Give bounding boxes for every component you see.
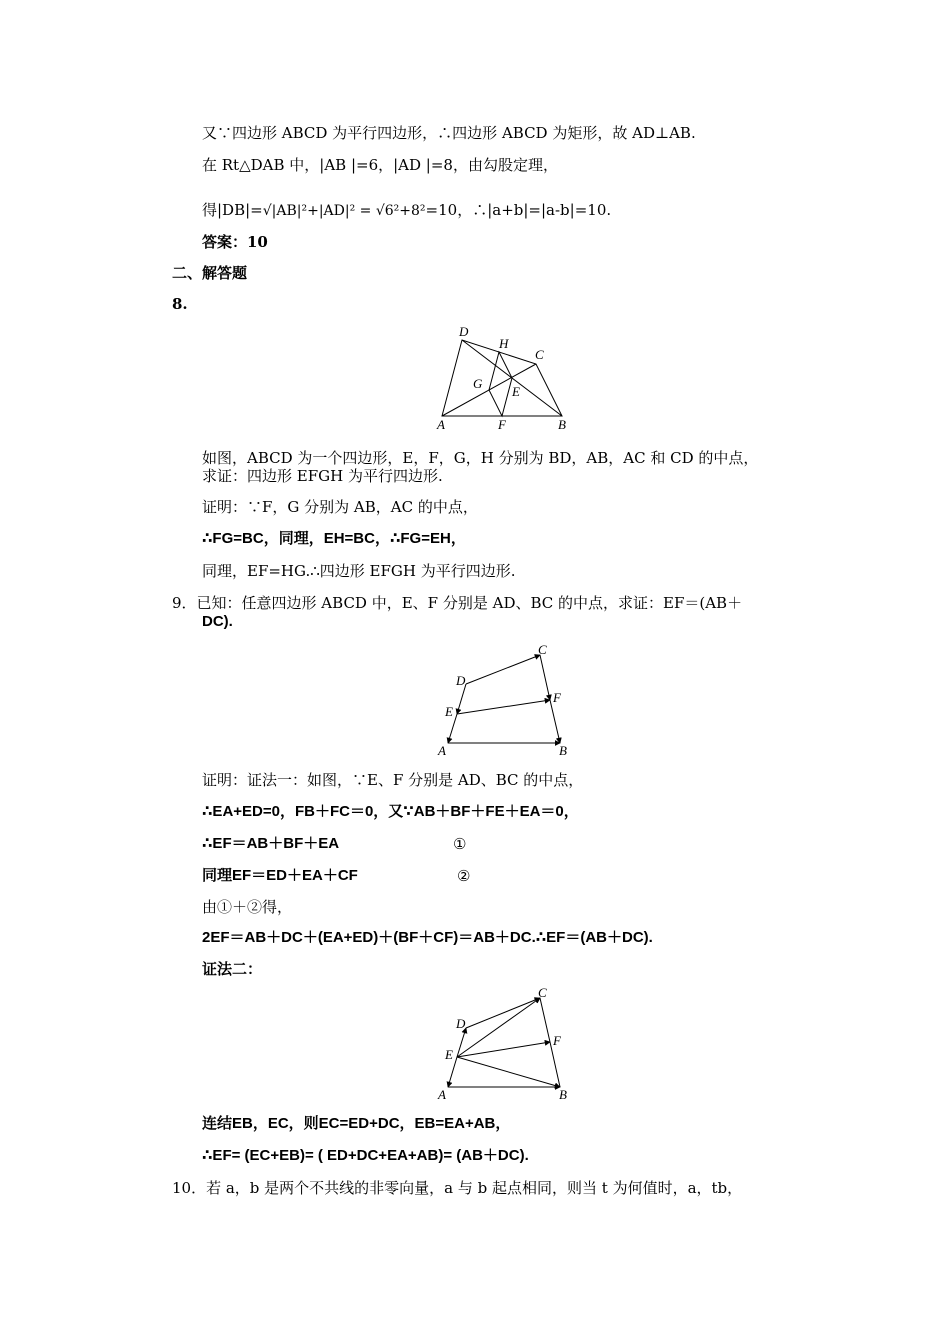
p9-method2: 证法二： bbox=[202, 960, 263, 978]
p9f1-label-b: B bbox=[559, 743, 567, 758]
p9f2-segment-cf bbox=[540, 998, 550, 1042]
p9f2-label-f: F bbox=[553, 1033, 561, 1048]
p8-proof-3: 同理，EF=HG.∴四边形 EFGH 为平行四边形. bbox=[202, 562, 516, 580]
p9-figure-1 bbox=[434, 642, 574, 760]
p9f2-label-d: D bbox=[456, 1016, 466, 1031]
p9f1-label-d: D bbox=[456, 673, 466, 688]
p8-number: 8. bbox=[172, 295, 188, 313]
p9f1-label-a: A bbox=[438, 743, 446, 758]
p7-line3-b: =10，∴|a+b|=|a-b|=10. bbox=[425, 201, 612, 219]
section-heading: 二、解答题 bbox=[172, 264, 248, 282]
p9-proof-2: ∴EA+ED=0，FB＋FC＝0，又∵AB＋BF＋FE＋EA＝0， bbox=[202, 803, 579, 820]
p8-label-e: E bbox=[512, 384, 520, 399]
p7-answer: 答案：10 bbox=[202, 233, 268, 251]
p9-proof-5: 由①＋②得， bbox=[202, 898, 293, 916]
p7-formula: √|AB|²+|AD|² = √6²+8² bbox=[262, 203, 426, 219]
p9f2-vector-ed bbox=[457, 1028, 466, 1057]
p9f2-label-a: A bbox=[438, 1087, 446, 1102]
p9f1-vector-ef bbox=[457, 700, 550, 714]
p7-line1: 又∵四边形 ABCD 为平行四边形，∴四边形 ABCD 为矩形，故 AD⊥AB. bbox=[202, 124, 696, 142]
p7-line3-a: 得|DB|= bbox=[202, 201, 263, 219]
p9-proof-6: 2EF＝AB＋DC＋(EA+ED)＋(BF＋CF)＝AB＋DC.∴EF＝(AB＋DC). bbox=[202, 929, 653, 946]
p9-figure-2 bbox=[434, 986, 574, 1104]
p9f1-vector-cf bbox=[540, 655, 550, 700]
p9f2-vector-eb bbox=[457, 1057, 560, 1087]
p8-label-c: C bbox=[535, 347, 544, 362]
p9f1-label-e: E bbox=[445, 704, 453, 719]
p8-label-d: D bbox=[459, 324, 469, 339]
p9-line1: 9．已知：任意四边形 ABCD 中，E、F 分别是 AD、BC 的中点，求证：EF＝(AB＋ bbox=[172, 594, 743, 612]
p9-proof-1: 证明：证法一：如图，∵E、F 分别是 AD、BC 的中点， bbox=[202, 771, 584, 789]
p9-proof-7: 连结EB，EC，则EC=ED+DC，EB=EA+AB， bbox=[202, 1115, 511, 1132]
p9f2-label-e: E bbox=[445, 1047, 453, 1062]
p9f2-vector-ec bbox=[457, 998, 540, 1057]
p9f2-label-b: B bbox=[559, 1087, 567, 1102]
p9f1-vector-fb bbox=[550, 700, 560, 743]
p8-label-g: G bbox=[473, 376, 483, 391]
p8-problem-1: 如图，ABCD 为一个四边形，E，F，G，H 分别为 BD，AB，AC 和 CD 的中点， bbox=[202, 449, 759, 467]
p9f1-vector-de bbox=[457, 684, 466, 714]
p8-label-h: H bbox=[499, 336, 509, 351]
p8-label-a: A bbox=[437, 417, 445, 432]
p8-proof-2: ∴FG=BC，同理，EH=BC，∴FG=EH， bbox=[202, 530, 466, 547]
p9f2-vector-dc bbox=[466, 998, 540, 1028]
p10-line1: 10．若 a，b 是两个不共线的非零向量，a 与 b 起点相同，则当 t 为何值时，a，tb， bbox=[172, 1179, 743, 1197]
p9f1-label-c: C bbox=[538, 642, 547, 657]
p9-mark-1: ① bbox=[453, 835, 467, 853]
p8-problem-2: 求证：四边形 EFGH 为平行四边形. bbox=[202, 467, 443, 485]
p8-label-b: B bbox=[558, 417, 566, 432]
p9f2-label-c: C bbox=[538, 986, 547, 1000]
p9f2-vector-ef bbox=[457, 1042, 550, 1057]
p8-quadrilateral bbox=[442, 340, 562, 416]
p9f2-segment-fb bbox=[550, 1042, 560, 1087]
p8-label-f: F bbox=[498, 417, 506, 432]
p9-proof-8: ∴EF= (EC+EB)= ( ED+DC+EA+AB)= (AB＋DC). bbox=[202, 1147, 529, 1164]
p9-line2: DC). bbox=[202, 613, 233, 630]
p7-line3 bbox=[202, 200, 611, 221]
p7-line2: 在 Rt△DAB 中，|AB |=6，|AD |=8，由勾股定理， bbox=[202, 156, 558, 174]
p9-proof-3: ∴EF＝AB＋BF＋EA bbox=[202, 835, 340, 852]
p8-proof-1: 证明：∵F，G 分别为 AB，AC 的中点， bbox=[202, 498, 478, 516]
p9f1-vector-dc bbox=[466, 655, 540, 684]
p9-mark-2: ② bbox=[457, 867, 471, 885]
p9f1-label-f: F bbox=[553, 690, 561, 705]
p8-figure bbox=[430, 322, 580, 434]
p9-proof-4: 同理EF＝ED＋EA＋CF bbox=[202, 867, 358, 884]
